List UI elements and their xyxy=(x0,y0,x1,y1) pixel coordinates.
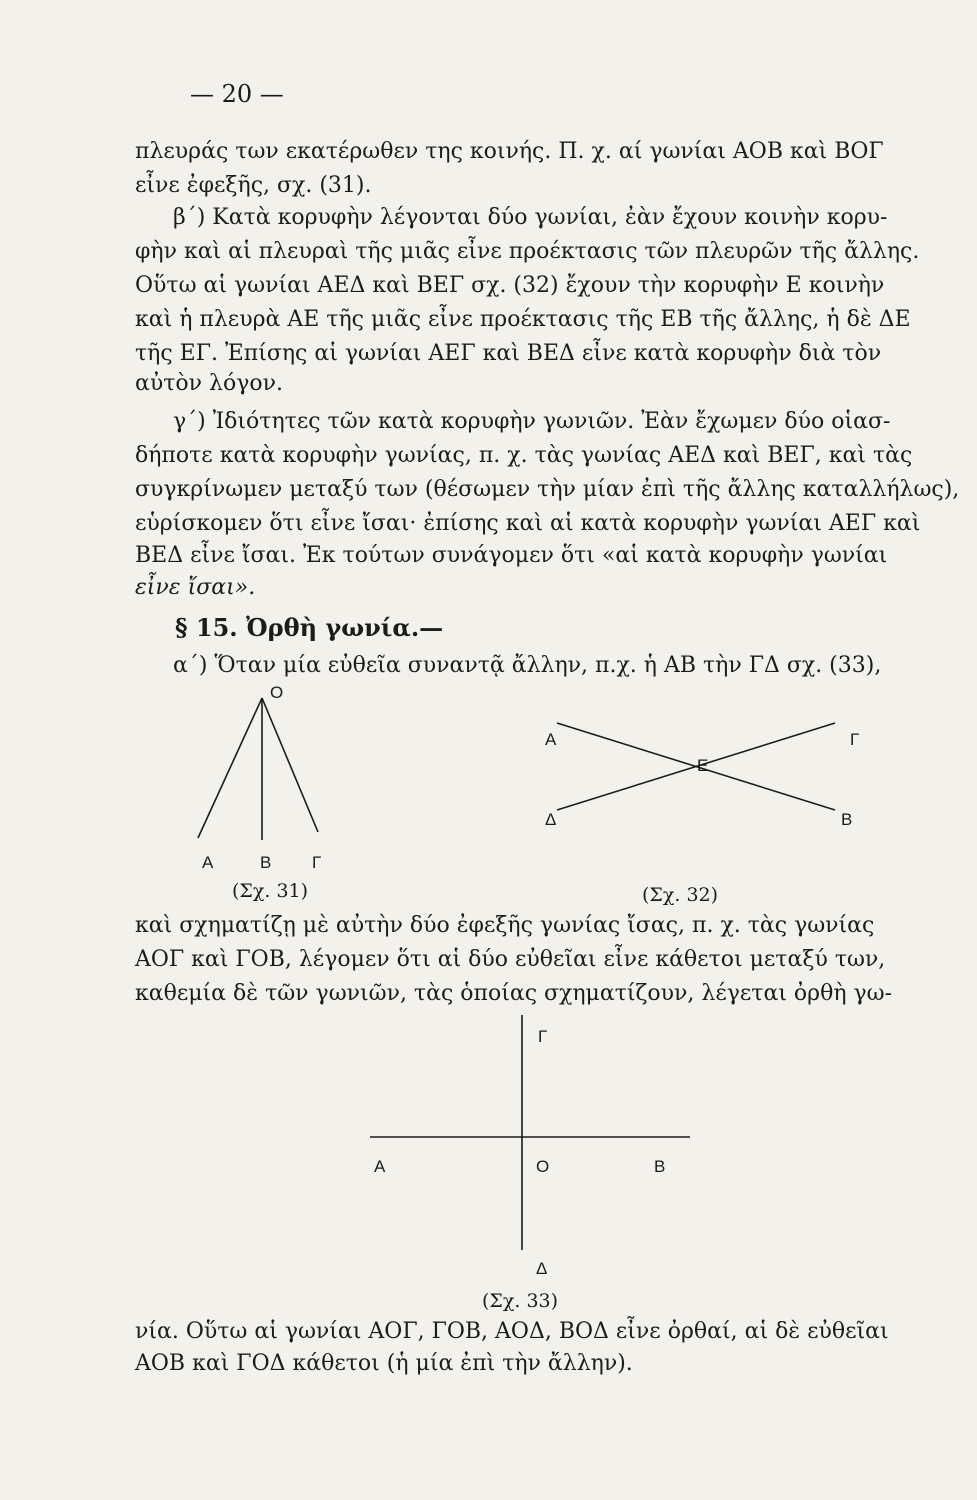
text-line: καὶ ἡ πλευρὰ ΑΕ τῆς μιᾶς εἶνε προέκτασις τῆς ΕΒ τῆς ἄλλης, ἡ δὲ ΔΕ xyxy=(135,307,911,332)
fig33-label-a: Α xyxy=(374,1157,386,1176)
fig31-label-mid: Β xyxy=(260,853,272,872)
text-line: εὑρίσκομεν ὅτι εἶνε ἴσαι· ἐπίσης καὶ αἱ κατὰ κορυφὴν γωνίαι ΑΕΓ καὶ xyxy=(135,511,921,536)
text-line: ΑΟΓ καὶ ΓΟΒ, λέγομεν ὅτι αἱ δύο εὐθεῖαι εἶνε κάθετοι μεταξύ των, xyxy=(135,947,886,972)
text-line: εἶνε ἐφεξῆς, σχ. (31). xyxy=(135,173,372,198)
text-line: β´) Κατὰ κορυφὴν λέγονται δύο γωνίαι, ἐὰν ἔχουν κοινὴν κορυ- xyxy=(173,205,888,230)
fig33-label-b: Β xyxy=(654,1157,666,1176)
text-line: αὐτὸν λόγον. xyxy=(135,371,283,396)
page-number: — 20 — xyxy=(190,80,284,108)
text-line: εἶνε ἴσαι». xyxy=(135,575,256,600)
fig33-label-d: Δ xyxy=(536,1259,548,1278)
figure-31-diagram xyxy=(190,680,340,880)
text-line: φὴν καὶ αἱ πλευραὶ τῆς μιᾶς εἶνε προέκτασις τῶν πλευρῶν τῆς ἄλλης. xyxy=(135,239,920,264)
figure-32-diagram xyxy=(535,715,875,835)
figure-32-caption: (Σχ. 32) xyxy=(642,884,719,906)
fig33-label-g: Γ xyxy=(538,1027,548,1046)
fig31-label-right: Γ xyxy=(312,853,322,872)
text-line: ΑΟΒ καὶ ΓΟΔ κάθετοι (ἡ μία ἐπὶ τὴν ἄλλην). xyxy=(135,1351,633,1376)
text-line: δήποτε κατὰ κορυφὴν γωνίας, π. χ. τὰς γωνίας ΑΕΔ καὶ ΒΕΓ, καὶ τὰς xyxy=(135,443,913,468)
text-line: α´) Ὅταν μία εὐθεῖα συναντᾷ ἄλλην, π.χ. ἡ ΑΒ τὴν ΓΔ σχ. (33), xyxy=(173,653,882,678)
fig32-label-b: Β xyxy=(841,810,853,829)
fig31-label-top: O xyxy=(270,683,284,702)
figure-33-diagram xyxy=(360,1010,710,1295)
text-line: ΒΕΔ εἶνε ἴσαι. Ἐκ τούτων συνάγομεν ὅτι «αἱ κατὰ κορυφὴν γωνίαι xyxy=(135,543,888,568)
text-line: γ´) Ἰδιότητες τῶν κατὰ κορυφὴν γωνιῶν. Ἐὰν ἔχωμεν δύο οἱασ- xyxy=(173,409,891,434)
text-line: καθεμία δὲ τῶν γωνιῶν, τὰς ὁποίας σχηματίζουν, λέγεται ὀρθὴ γω- xyxy=(135,981,893,1006)
fig32-label-d: Δ xyxy=(545,810,557,829)
fig32-label-g: Γ xyxy=(850,730,860,749)
fig32-label-a: Α xyxy=(545,730,557,749)
section-heading: § 15. Ὀρθὴ γωνία.— xyxy=(175,613,444,642)
figure-33-caption: (Σχ. 33) xyxy=(482,1290,559,1312)
text-line: καὶ σχηματίζῃ μὲ αὐτὴν δύο ἐφεξῆς γωνίας ἴσας, π. χ. τὰς γωνίας xyxy=(135,913,875,938)
text-line: συγκρίνωμεν μεταξύ των (θέσωμεν τὴν μίαν ἐπὶ τῆς ἄλλης καταλλήλως), xyxy=(135,477,960,502)
text-line: νία. Οὕτω αἱ γωνίαι ΑΟΓ, ΓΟΒ, ΑΟΔ, ΒΟΔ εἶνε ὀρθαί, αἱ δὲ εὐθεῖαι xyxy=(135,1319,889,1344)
fig31-label-left: Α xyxy=(202,853,214,872)
figure-31-caption: (Σχ. 31) xyxy=(232,880,309,902)
text-line: πλευράς των εκατέρωθεν της κοινής. Π. χ. αί γωνίαι ΑΟΒ καὶ ΒΟΓ xyxy=(135,139,884,164)
fig32-label-e: Ε xyxy=(697,756,709,775)
text-line: Οὕτω αἱ γωνίαι ΑΕΔ καὶ ΒΕΓ σχ. (32) ἔχουν τὴν κορυφὴν Ε κοινὴν xyxy=(135,273,885,298)
text-line: τῆς ΕΓ. Ἐπίσης αἱ γωνίαι ΑΕΓ καὶ ΒΕΔ εἶνε κατὰ κορυφὴν διὰ τὸν xyxy=(135,341,882,366)
fig33-label-o: Ο xyxy=(536,1157,550,1176)
